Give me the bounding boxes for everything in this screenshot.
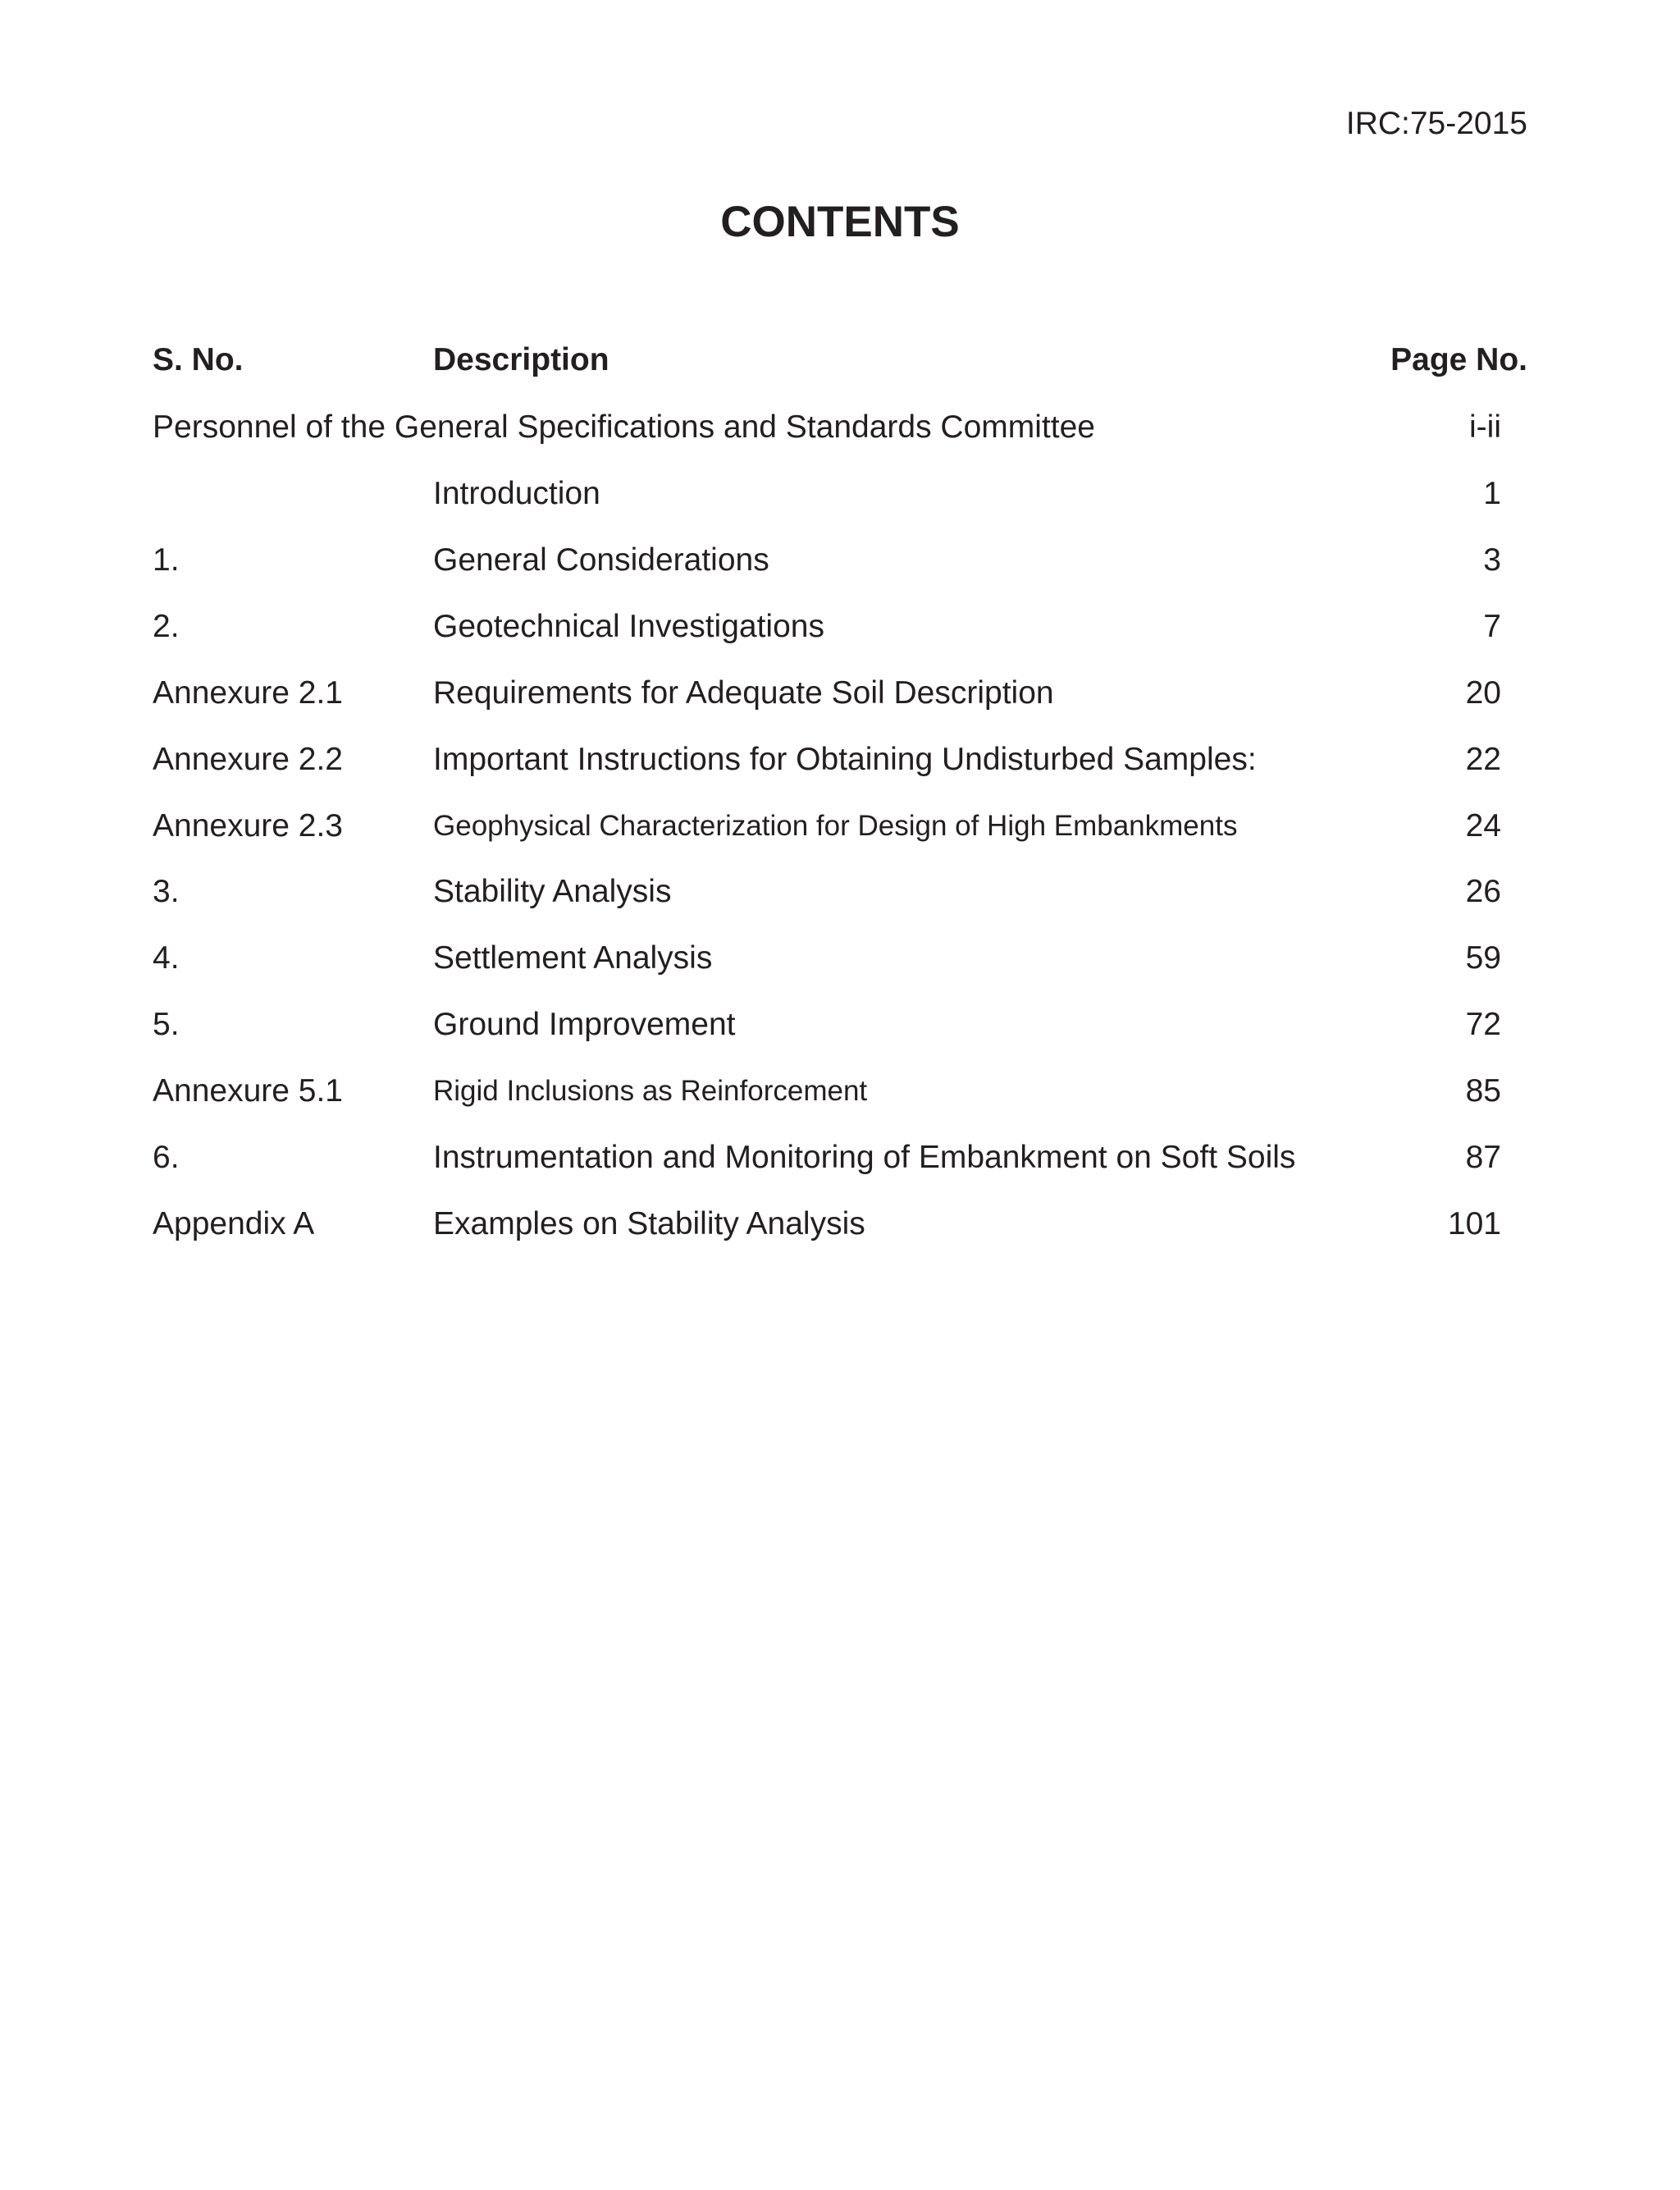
entry-page: 59 — [1465, 940, 1501, 976]
entry-page: 1 — [1483, 476, 1501, 511]
entry-description: Ground Improvement — [433, 1007, 736, 1042]
toc-entry-annexure-2-2 — [0, 735, 1680, 784]
entry-page: 87 — [1465, 1140, 1501, 1175]
toc-entry-annexure-2-1 — [0, 669, 1680, 718]
toc-entry-6 — [0, 1133, 1680, 1182]
toc-entry-4 — [0, 934, 1680, 983]
entry-description: Personnel of the General Specifications and Standards Committee — [153, 409, 1095, 445]
entry-sno: 5. — [153, 1007, 180, 1042]
header-description: Description — [433, 342, 609, 377]
entry-page: 20 — [1465, 675, 1501, 711]
entry-sno: 3. — [153, 874, 180, 909]
document-code: IRC:75-2015 — [1345, 106, 1527, 141]
header-sno: S. No. — [153, 342, 244, 377]
entry-sno: 1. — [153, 542, 180, 578]
entry-page: 22 — [1465, 742, 1501, 777]
toc-entry-annexure-2-3 — [0, 802, 1680, 851]
entry-description: Rigid Inclusions as Reinforcement — [433, 1075, 868, 1107]
entry-page: 85 — [1465, 1073, 1501, 1109]
entry-page: i-ii — [1469, 409, 1501, 445]
entry-description: Important Instructions for Obtaining Undisturbed Samples: — [433, 742, 1257, 777]
toc-entry-introduction — [0, 469, 1680, 519]
toc-entry-1 — [0, 536, 1680, 585]
entry-page: 72 — [1465, 1007, 1501, 1042]
toc-entry-2 — [0, 602, 1680, 652]
entry-description: Instrumentation and Monitoring of Embankment on Soft Soils — [433, 1140, 1296, 1175]
entry-page: 24 — [1465, 808, 1501, 844]
entry-description: Settlement Analysis — [433, 940, 713, 976]
entry-page: 26 — [1465, 874, 1501, 909]
entry-sno: Annexure 5.1 — [153, 1073, 344, 1109]
entry-description: Stability Analysis — [433, 874, 672, 909]
entry-sno: 4. — [153, 940, 180, 976]
entry-sno: Annexure 2.2 — [153, 742, 344, 777]
entry-sno: Annexure 2.3 — [153, 808, 344, 844]
toc-entry-5 — [0, 1000, 1680, 1049]
toc-entry-appendix-a — [0, 1200, 1680, 1249]
page-title: CONTENTS — [720, 198, 960, 246]
toc-entry-annexure-5-1 — [0, 1067, 1680, 1116]
entry-sno: 6. — [153, 1140, 180, 1175]
entry-page: 3 — [1483, 542, 1501, 578]
entry-sno: Appendix A — [153, 1206, 315, 1241]
entry-description: Geophysical Characterization for Design of High Embankments — [433, 810, 1238, 842]
entry-description: Introduction — [433, 476, 600, 511]
entry-sno: 2. — [153, 609, 180, 644]
entry-description: Requirements for Adequate Soil Description — [433, 675, 1054, 711]
header-page-no: Page No. — [1390, 342, 1527, 377]
toc-entry-3 — [0, 867, 1680, 917]
entry-description: General Considerations — [433, 542, 769, 578]
toc-entry-personnel — [0, 403, 1680, 452]
toc-header-row — [0, 336, 1680, 385]
entry-description: Examples on Stability Analysis — [433, 1206, 865, 1241]
entry-page: 101 — [1447, 1206, 1501, 1241]
entry-sno: Annexure 2.1 — [153, 675, 344, 711]
entry-page: 7 — [1483, 609, 1501, 644]
entry-description: Geotechnical Investigations — [433, 609, 824, 644]
